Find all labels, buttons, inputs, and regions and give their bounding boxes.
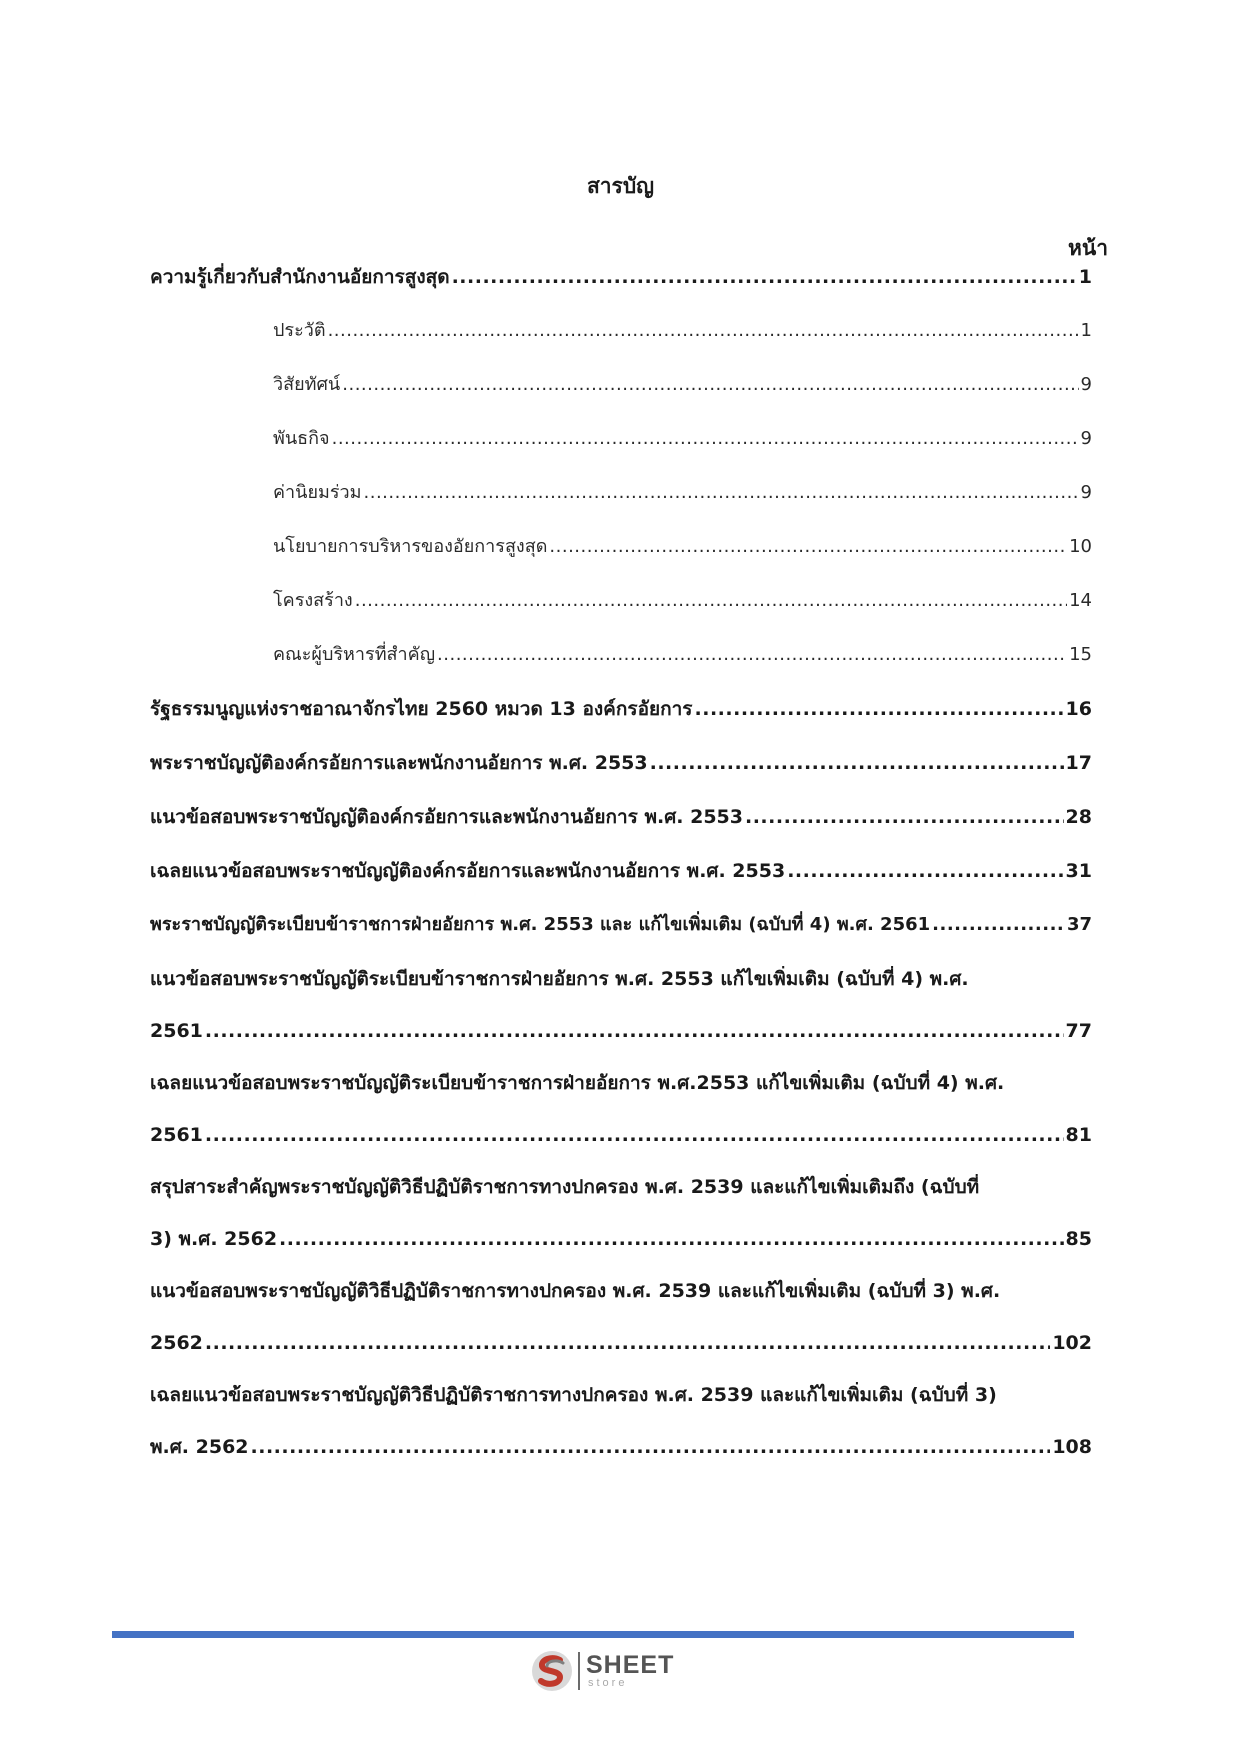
toc-entry[interactable] — [273, 588, 1092, 614]
toc-entry-page: 28 — [1065, 806, 1092, 828]
toc-entry[interactable] — [150, 858, 1092, 884]
toc-entry-title-cont: พ.ศ. 2562 — [150, 1436, 249, 1458]
toc-entry-page: 31 — [1065, 860, 1092, 882]
toc-entry-page: 9 — [1080, 428, 1092, 449]
dot-leader — [332, 426, 1079, 452]
toc-entry-page: 108 — [1052, 1436, 1092, 1458]
toc-entry-page: 81 — [1065, 1124, 1092, 1146]
logo-subword: store — [588, 1677, 628, 1689]
toc-entry-title: พันธกิจ — [273, 428, 330, 449]
toc-entry-title: นโยบายการบริหารของอัยการสูงสุด — [273, 536, 548, 557]
toc-entry-title: คณะผู้บริหารที่สำคัญ — [273, 644, 436, 665]
dot-leader — [549, 534, 1067, 560]
toc-entry-title: แนวข้อสอบพระราชบัญญัติองค์กรอัยการและพนักงานอัยการ พ.ศ. 2553 — [150, 806, 743, 828]
dot-leader — [745, 804, 1064, 830]
toc-entry-page: 14 — [1069, 590, 1092, 611]
toc-entry-title-cont: 2561 — [150, 1124, 203, 1146]
dot-leader — [355, 588, 1067, 614]
toc-entry-multiline[interactable] — [150, 1174, 1092, 1252]
dot-leader — [251, 1434, 1051, 1460]
toc-entry-title-cont: 2562 — [150, 1332, 203, 1354]
toc-entry[interactable] — [273, 318, 1092, 344]
toc-entry-page: 15 — [1069, 644, 1092, 665]
toc-entry[interactable] — [273, 480, 1092, 506]
toc-entry[interactable] — [273, 642, 1092, 668]
toc-entry-title: แนวข้อสอบพระราชบัญญัติวิธีปฏิบัติราชการทางปกครอง พ.ศ. 2539 และแก้ไขเพิ่มเติม (ฉบับที่ 3) พ.ศ. — [150, 1280, 1001, 1302]
toc-entry-title: โครงสร้าง — [273, 590, 353, 611]
toc-entry-title: พระราชบัญญัติระเบียบข้าราชการฝ่ายอัยการ พ.ศ. 2553 และ แก้ไขเพิ่มเติม (ฉบับที่ 4) พ.ศ. 2561 — [150, 914, 931, 935]
dot-leader — [932, 912, 1065, 938]
toc-entry[interactable] — [150, 696, 1092, 722]
toc-entry-page: 85 — [1065, 1228, 1092, 1250]
logo-word: SHEET — [586, 1651, 675, 1679]
toc-entry[interactable] — [150, 264, 1092, 290]
dot-leader — [342, 372, 1078, 398]
toc-entry-multiline[interactable] — [150, 1070, 1092, 1148]
toc-entry-title: สรุปสาระสำคัญพระราชบัญญัติวิธีปฏิบัติราชการทางปกครอง พ.ศ. 2539 และแก้ไขเพิ่มเติมถึง (ฉบับที่ — [150, 1176, 980, 1198]
dot-leader — [650, 750, 1064, 776]
toc-entry-page: 37 — [1066, 914, 1092, 935]
logo-separator — [578, 1652, 580, 1690]
dot-leader — [437, 642, 1067, 668]
toc-entry-page: 1 — [1080, 320, 1092, 341]
dot-leader — [787, 858, 1063, 884]
toc-entry-page: 16 — [1065, 698, 1092, 720]
toc-entry-title: เฉลยแนวข้อสอบพระราชบัญญัติวิธีปฏิบัติราชการทางปกครอง พ.ศ. 2539 และแก้ไขเพิ่มเติม (ฉบับที่ 3) — [150, 1384, 997, 1406]
toc-entry-multiline[interactable] — [150, 1382, 1092, 1460]
toc-entry-title: เฉลยแนวข้อสอบพระราชบัญญัติระเบียบข้าราชการฝ่ายอัยการ พ.ศ.2553 แก้ไขเพิ่มเติม (ฉบับที่ 4) พ.ศ. — [150, 1072, 1005, 1094]
toc-entry[interactable] — [273, 534, 1092, 560]
dot-leader — [205, 1018, 1064, 1044]
dot-leader — [364, 480, 1079, 506]
dot-leader — [279, 1226, 1064, 1252]
toc-entry-title: เฉลยแนวข้อสอบพระราชบัญญัติองค์กรอัยการและพนักงานอัยการ พ.ศ. 2553 — [150, 860, 786, 882]
page-title: สารบัญ — [586, 174, 655, 198]
dot-leader — [205, 1122, 1064, 1148]
toc-entry[interactable] — [150, 804, 1092, 830]
footer-divider — [112, 1631, 1074, 1638]
toc-entry-multiline[interactable] — [150, 966, 1092, 1044]
dot-leader — [205, 1330, 1050, 1356]
sheet-store-s-logo-icon — [530, 1649, 574, 1693]
page-column-header: หน้า — [1068, 236, 1108, 260]
toc-entry-page: 17 — [1065, 752, 1092, 774]
toc-entry-page: 77 — [1065, 1020, 1092, 1042]
toc-entry-title: วิสัยทัศน์ — [273, 374, 341, 395]
toc-entry-multiline[interactable] — [150, 1278, 1092, 1356]
toc-entry[interactable] — [273, 372, 1092, 398]
toc-entry-page: 9 — [1080, 374, 1092, 395]
toc-entry[interactable] — [150, 750, 1092, 776]
toc-entry-title: ค่านิยมร่วม — [273, 482, 362, 503]
dot-leader — [695, 696, 1064, 722]
toc-entry-title: พระราชบัญญัติองค์กรอัยการและพนักงานอัยการ พ.ศ. 2553 — [150, 752, 648, 774]
toc-entry-page: 9 — [1080, 482, 1092, 503]
dot-leader — [452, 264, 1077, 290]
toc-entry-title: ประวัติ — [273, 320, 326, 341]
toc-entry[interactable] — [150, 912, 1092, 938]
toc-entry-page: 1 — [1078, 266, 1092, 288]
toc-entry-page: 102 — [1052, 1332, 1092, 1354]
toc-entry-title-cont: 2561 — [150, 1020, 203, 1042]
logo-wordmark — [586, 1653, 674, 1689]
toc-entry[interactable] — [273, 426, 1092, 452]
sheet-store-logo — [530, 1648, 710, 1694]
toc-entry-title: แนวข้อสอบพระราชบัญญัติระเบียบข้าราชการฝ่ายอัยการ พ.ศ. 2553 แก้ไขเพิ่มเติม (ฉบับที่ 4) พ.ศ. — [150, 968, 969, 990]
dot-leader — [328, 318, 1079, 344]
toc-entry-title-cont: 3) พ.ศ. 2562 — [150, 1228, 278, 1250]
toc-entry-page: 10 — [1069, 536, 1092, 557]
toc-entry-title: ความรู้เกี่ยวกับสำนักงานอัยการสูงสุด — [150, 266, 450, 288]
toc-entry-title: รัฐธรรมนูญแห่งราชอาณาจักรไทย 2560 หมวด 13 องค์กรอัยการ — [150, 698, 693, 720]
